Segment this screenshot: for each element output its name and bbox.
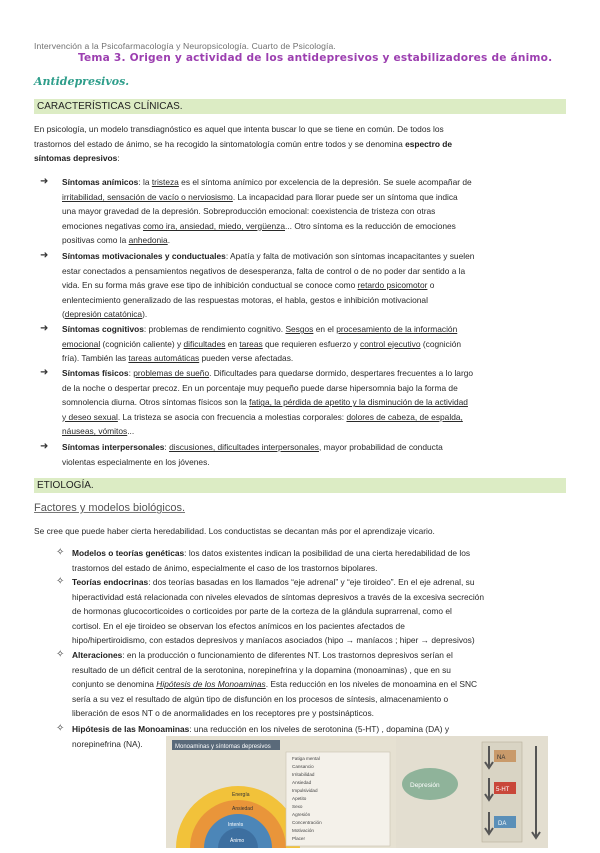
- list-item: ➜ Síntomas motivacionales y conductuales: Apatía y falta de motivación son síntomas incapacitantes y suelen estar conectados a pensamientos negativos de desesperanza, falta de control o de no poder dar sentido a la vida. En su forma más grave ese tipo de inhibición conductual se conoce como retardo psicomotor o enlentecimiento generalizado de las respuestas motoras, el habla, gestos e inhibición motivacional (depresión catatónica).: [40, 250, 475, 320]
- section-heading: CARACTERÍSTICAS CLÍNICAS.: [37, 100, 183, 112]
- section-bar-clinical: [34, 99, 566, 114]
- svg-text:Sexo: Sexo: [292, 804, 303, 809]
- svg-text:Placer: Placer: [292, 836, 306, 841]
- etiology-intro: Se cree que puede haber cierta heredabilidad. Los conductistas se decantan más por el aprendizaje vicario.: [34, 526, 435, 536]
- svg-text:Concentración: Concentración: [292, 820, 322, 825]
- arrow-icon: ➜: [40, 441, 49, 452]
- list-item: ✧ Alteraciones: en la producción o funcionamiento de diferentes NT. Los trastornos depresivos serían el resultado de un déficit central de la serotonina, norepinefrina y la dopamina (monoaminas) , que en su conjunto se denomina Hipótesis de los Monoaminas. Esta reducción en los niveles de monoamina en el SNC sería a su vez el resultado de algún tipo de disfunción en los procesos de síntesis, almacenamiento o liberación de esos NT o de anormalidades en los receptores pre y postsinápticos.: [56, 649, 478, 719]
- arrow-icon: ➜: [40, 176, 49, 187]
- list-item: ➜ Síntomas anímicos: la tristeza es el síntoma anímico por excelencia de la depresión. Se suele acompañar de irritabilidad, sensación de vacío o nerviosismo. La incapacidad para llorar puede ser un síntoma que indica una mayor gravedad de la depresión. Sobreproducción emocional: coexistencia de tristeza con otras emociones negativas como ira, ansiedad, miedo, vergüenza... Otro síntoma es la reducción de emociones positivas como la anhedonia.: [40, 176, 472, 246]
- subsection-heading: Factores y modelos biológicos.: [34, 502, 186, 514]
- svg-text:Irritabilidad: Irritabilidad: [292, 772, 315, 777]
- diamond-icon: ✧: [56, 723, 65, 734]
- course-header: Intervención a la Psicofarmacología y Neuropsicología. Cuarto de Psicología.: [34, 41, 336, 51]
- svg-text:Cansancio: Cansancio: [292, 764, 314, 769]
- list-item: ✧ Hipótesis de las Monoaminas: una reducción en los niveles de serotonina (5-HT) , dopamina (DA) y norepinefrina (NA).: [56, 723, 450, 749]
- monoamine-diagram-left: [166, 736, 398, 848]
- list-item: ➜ Síntomas cognitivos: problemas de rendimiento cognitivo. Sesgos en el procesamiento de la información emocional (cognición caliente) y dificultades en tareas que requieren esfuerzo y control ejecutivo (cognición fría). También las tareas automáticas pueden verse afectadas.: [40, 323, 462, 364]
- arrow-icon: ➜: [40, 367, 49, 378]
- list-item: ➜ Síntomas físicos: problemas de sueño. Dificultades para quedarse dormido, despertares frecuentes a lo largo de la noche o despertar precoz. En un porcentaje muy pequeño puede darse hipersomnia bajo la forma de somnolencia diurna. Otros síntomas físicos son la fatiga, la pérdida de apetito y la disminución de la actividad y deseo sexual. La tristeza se asocia con frecuencia a molestias corporales: dolores de cabeza, de espalda, náuseas, vómitos...: [40, 367, 474, 437]
- svg-text:Impulsividad: Impulsividad: [292, 788, 318, 793]
- svg-text:DA: DA: [498, 821, 507, 827]
- diamond-icon: ✧: [56, 576, 65, 587]
- svg-text:Ansiedad: Ansiedad: [232, 806, 253, 812]
- section-bar-etiology: [34, 478, 566, 493]
- svg-text:Motivación: Motivación: [292, 828, 314, 833]
- monoamine-diagram-svg: [166, 736, 398, 848]
- svg-text:5-HT: 5-HT: [496, 787, 510, 793]
- center-label: Depresión: [410, 782, 440, 789]
- section-heading: ETIOLOGÍA.: [37, 479, 94, 491]
- intro-paragraph: En psicología, un modelo transdiagnóstico es aquel que intenta buscar lo que se tiene en común. De todos los trastornos del estado de ánimo, se ha recogido la sintomatología común entre todos y se denomina espectro de síntomas depresivos:: [34, 124, 453, 164]
- page-title: Tema 3. Origen y actividad de los antidepresivos y estabilizadores de ánimo.: [78, 52, 553, 64]
- diamond-icon: ✧: [56, 547, 65, 558]
- svg-text:Interés: Interés: [228, 822, 244, 828]
- arrow-icon: ➜: [40, 250, 49, 261]
- figure-title: Monoaminas y síntomas depresivos: [175, 744, 271, 750]
- svg-text:Agresión: Agresión: [292, 812, 311, 817]
- svg-text:Ansiedad: Ansiedad: [292, 780, 312, 785]
- svg-text:Apetito: Apetito: [292, 796, 307, 801]
- list-item: ✧ Teorías endocrinas: dos teorías basadas en los llamados “eje adrenal” y “eje tiroideo”. En el eje adrenal, su hiperactividad está relacionada con niveles elevados de síntomas depresivos a través de la excesiva secreción de hormonas glucocorticoides o corticoides por parte de la corteza de la glándula suprarrenal, como el cortisol. En el eje tiroideo se observan los efectos anímicos en los pacientes afectados de hipo/hipertiroidismo, con estados depresivos y maníacos asociados (hipo → maníacos ; hiper → depresivos): [56, 576, 485, 646]
- list-item: ✧ Modelos o teorías genéticas: los datos existentes indican la posibilidad de una cierta heredabilidad de los trastornos del estado de ánimo, especialmente el caso de los trastornos bipolares.: [56, 547, 471, 573]
- list-item: ➜ Síntomas interpersonales: discusiones, dificultades interpersonales, mayor probabilidad de conducta violentas especialmente en los jóvenes.: [40, 441, 443, 467]
- section-subtitle: Antidepresivos.: [34, 75, 130, 88]
- svg-text:Fatiga mental: Fatiga mental: [292, 756, 320, 761]
- monoamine-arrows-svg: [396, 736, 548, 848]
- svg-text:NA: NA: [497, 755, 506, 761]
- monoamine-diagram-right: [396, 736, 548, 848]
- diamond-icon: ✧: [56, 649, 65, 660]
- down-arrow-icon: [532, 746, 540, 838]
- svg-text:Ánimo: Ánimo: [230, 838, 245, 844]
- arrow-icon: ➜: [40, 323, 49, 334]
- svg-text:Energía: Energía: [232, 792, 250, 798]
